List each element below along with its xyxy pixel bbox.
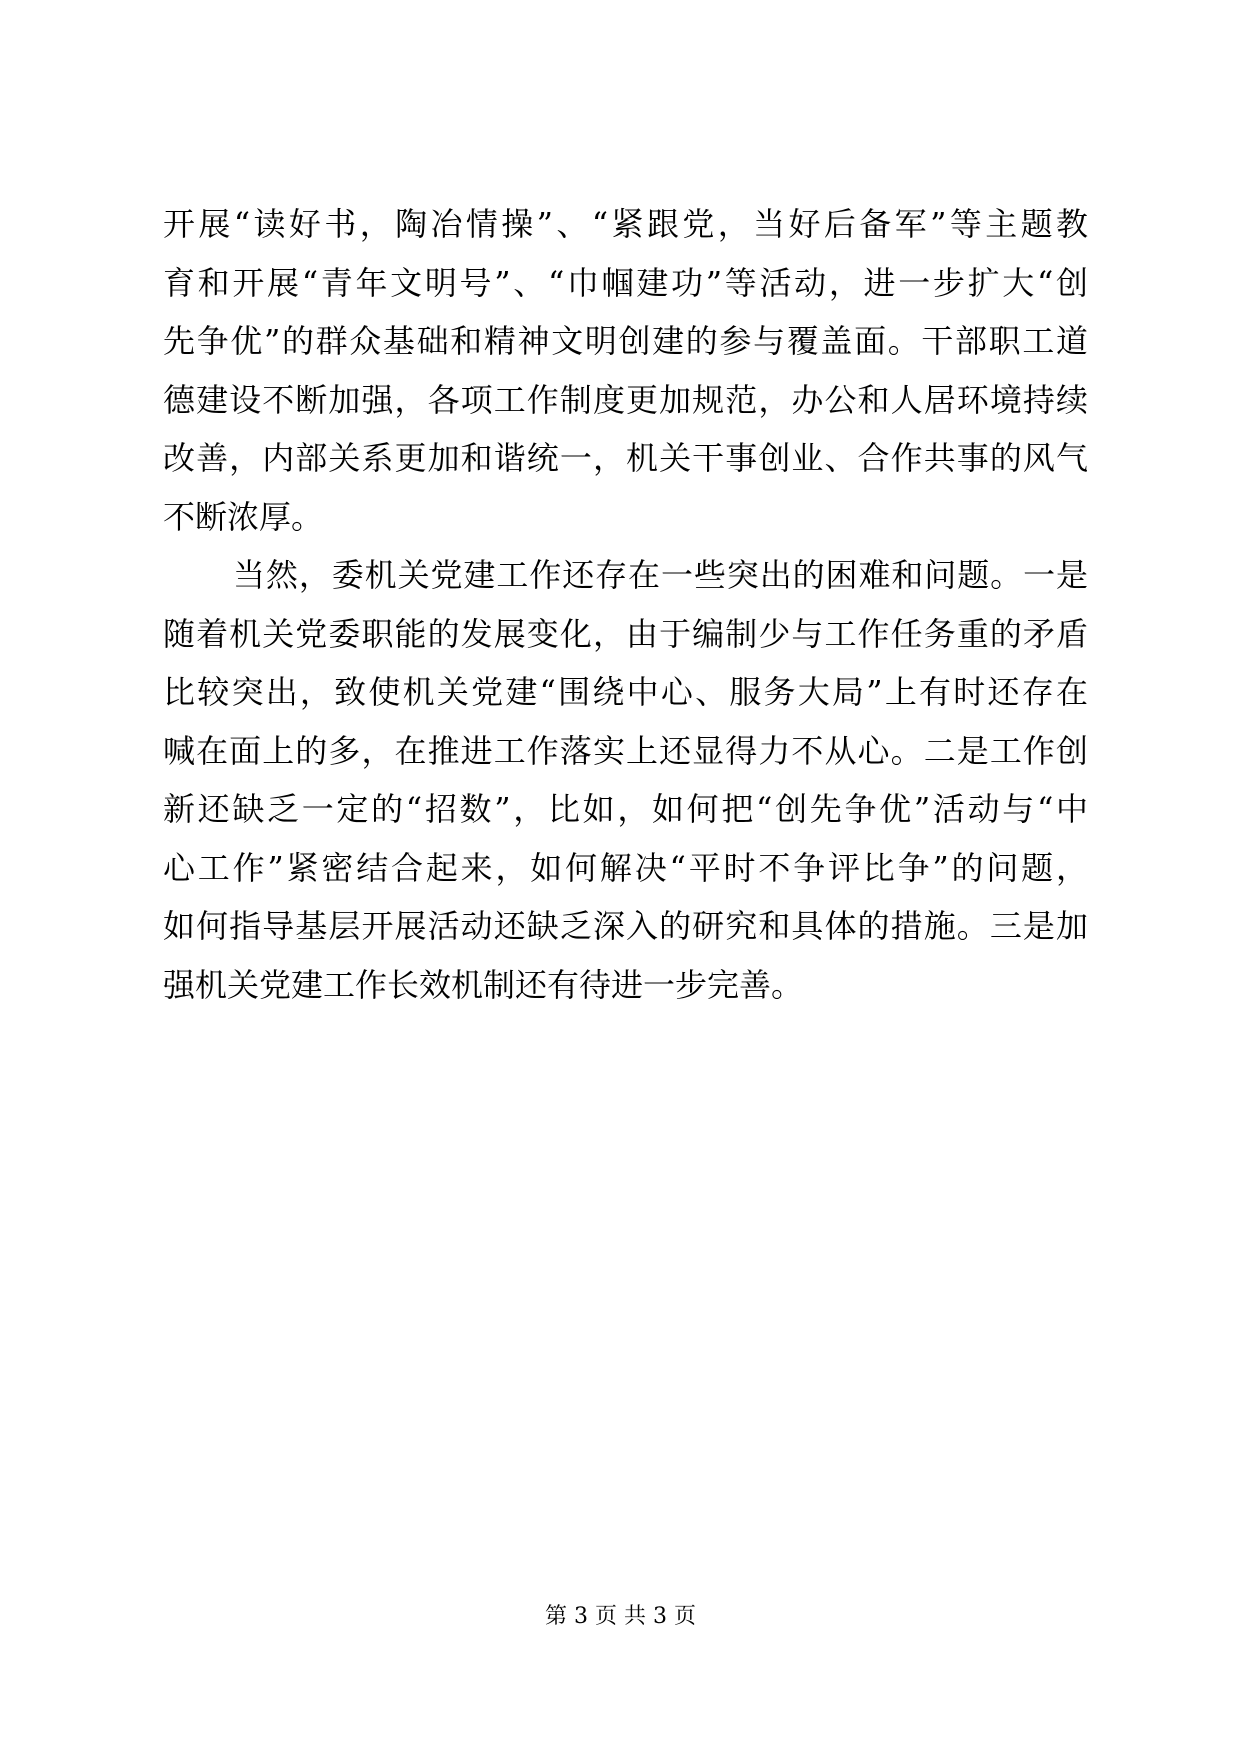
- text-line: 当然，委机关党建工作还存在一些突出的困难和问题。一是: [233, 556, 1088, 594]
- text-line: 新还缺乏一定的“招数”，比如，如何把“创先争优”活动与“中: [163, 790, 1088, 828]
- text-line: 先争优”的群众基础和精神文明创建的参与覆盖面。干部职工道: [163, 322, 1088, 360]
- text-line: 开展“读好书，陶冶情操”、“紧跟党，当好后备军”等主题教: [163, 205, 1088, 243]
- page-number-footer: 第 3 页 共 3 页: [545, 1604, 696, 1629]
- text-line: 德建设不断加强，各项工作制度更加规范，办公和人居环境持续: [163, 380, 1088, 419]
- paragraph-1: [163, 195, 1088, 546]
- document-body: [163, 195, 1088, 1014]
- text-line: 比较突出，致使机关党建“围绕中心、服务大局”上有时还存在: [163, 673, 1088, 711]
- text-line: 如何指导基层开展活动还缺乏深入的研究和具体的措施。三是加: [163, 907, 1088, 945]
- text-line: 随着机关党委职能的发展变化，由于编制少与工作任务重的矛盾: [163, 614, 1088, 653]
- text-line: 改善，内部关系更加和谐统一，机关干事创业、合作共事的风气: [163, 439, 1088, 477]
- text-line: 心工作”紧密结合起来，如何解决“平时不争评比争”的问题，: [163, 848, 1088, 887]
- paragraph-2: [163, 546, 1088, 1014]
- text-line: 育和开展“青年文明号”、“巾帼建功”等活动，进一步扩大“创: [163, 263, 1088, 302]
- text-line: 喊在面上的多，在推进工作落实上还显得力不从心。二是工作创: [163, 731, 1088, 770]
- text-line: 强机关党建工作长效机制还有待进一步完善。: [163, 965, 804, 1004]
- text-line: 不断浓厚。: [163, 497, 324, 536]
